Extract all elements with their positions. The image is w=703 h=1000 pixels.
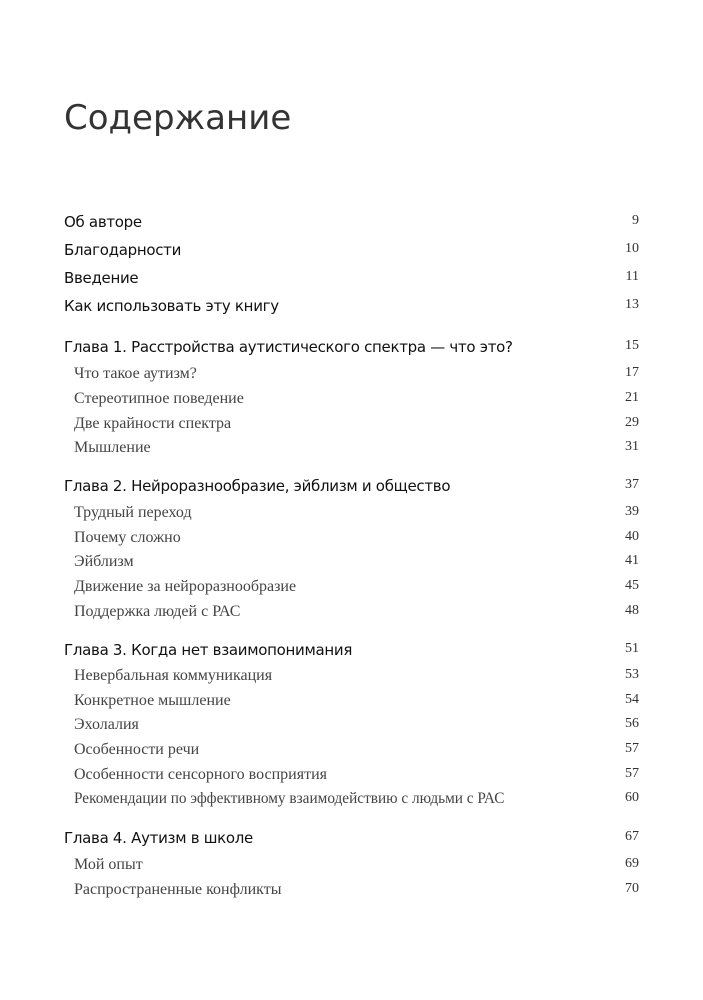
toc-page-number: 40 — [625, 529, 639, 544]
toc-page-number: 11 — [625, 269, 639, 284]
toc-subentry-label: Трудный переход — [74, 504, 192, 521]
toc-page-number: 69 — [625, 856, 639, 871]
toc-entry — [0, 213, 703, 235]
chapter-title: Глава 1. Расстройства аутистического спектра — что это? — [64, 338, 513, 356]
toc-page-number: 31 — [625, 439, 639, 454]
toc-entry-label: Введение — [64, 269, 139, 287]
toc-subentry-label: Особенности речи — [74, 741, 200, 758]
toc-page-number: 54 — [625, 692, 639, 707]
toc-subentry — [0, 603, 703, 625]
toc-subentry-label: Рекомендации по эффективному взаимодействию с людьми с РАС — [74, 790, 505, 807]
toc-page-number: 51 — [625, 641, 639, 656]
toc-subentry-label: Что такое аутизм? — [74, 365, 197, 382]
toc-subentry — [0, 881, 703, 903]
toc-subentry-label: Распространенные конфликты — [74, 881, 282, 898]
toc-subentry — [0, 741, 703, 763]
toc-page-number: 37 — [625, 477, 639, 492]
toc-subentry — [0, 790, 703, 812]
chapter-title: Глава 2. Нейроразнообразие, эйблизм и общество — [64, 477, 451, 495]
toc-page-number: 70 — [625, 881, 639, 896]
toc-entry-label: Благодарности — [64, 241, 182, 259]
page-title: Содержание — [64, 98, 292, 138]
chapter-heading — [0, 477, 703, 499]
toc-subentry — [0, 667, 703, 689]
toc-page-number: 21 — [625, 390, 639, 405]
toc-subentry — [0, 504, 703, 526]
toc-subentry — [0, 365, 703, 387]
toc-subentry — [0, 578, 703, 600]
toc-subentry-label: Невербальная коммуникация — [74, 667, 273, 684]
toc-entry-label: Как использовать эту книгу — [64, 297, 279, 315]
toc-subentry-label: Стереотипное поведение — [74, 390, 244, 407]
chapter-title: Глава 3. Когда нет взаимопонимания — [64, 641, 353, 659]
toc-subentry — [0, 553, 703, 575]
toc-page-number: 57 — [625, 741, 639, 756]
toc-page-number: 48 — [625, 603, 639, 618]
toc-subentry-label: Движение за нейроразнообразие — [74, 578, 297, 595]
toc-subentry-label: Особенности сенсорного восприятия — [74, 766, 327, 783]
toc-entry — [0, 297, 703, 319]
toc-page-number: 56 — [625, 716, 639, 731]
toc-subentry — [0, 766, 703, 788]
chapter-heading — [0, 829, 703, 851]
toc-subentry-label: Эйблизм — [74, 553, 134, 570]
toc-subentry — [0, 390, 703, 412]
toc-subentry — [0, 439, 703, 461]
toc-page-number: 29 — [625, 415, 639, 430]
toc-subentry-label: Почему сложно — [74, 529, 181, 546]
toc-page-number: 10 — [625, 241, 639, 256]
toc-page-number: 41 — [625, 553, 639, 568]
toc-page-number: 39 — [625, 504, 639, 519]
toc-page-number: 67 — [625, 829, 639, 844]
toc-subentry — [0, 529, 703, 551]
toc-subentry-label: Поддержка людей с РАС — [74, 603, 241, 620]
chapter-heading — [0, 338, 703, 360]
toc-entry — [0, 269, 703, 291]
toc-subentry — [0, 415, 703, 437]
toc-page-number: 9 — [632, 213, 639, 228]
toc-entry-label: Об авторе — [64, 213, 142, 231]
toc-page-number: 60 — [625, 790, 639, 805]
toc-page-number: 45 — [625, 578, 639, 593]
toc-entry — [0, 241, 703, 263]
toc-page-number: 15 — [625, 338, 639, 353]
toc-subentry-label: Мышление — [74, 439, 151, 456]
toc-subentry — [0, 692, 703, 714]
toc-page-number: 53 — [625, 667, 639, 682]
toc-page-number: 57 — [625, 766, 639, 781]
toc-page-number: 13 — [625, 297, 639, 312]
toc-subentry-label: Конкретное мышление — [74, 692, 231, 709]
toc-subentry — [0, 716, 703, 738]
chapter-heading — [0, 641, 703, 663]
toc-page-number: 17 — [625, 365, 639, 380]
chapter-title: Глава 4. Аутизм в школе — [64, 829, 253, 847]
toc-subentry-label: Две крайности спектра — [74, 415, 232, 432]
toc-subentry — [0, 856, 703, 878]
toc-subentry-label: Мой опыт — [74, 856, 143, 873]
toc-subentry-label: Эхолалия — [74, 716, 139, 733]
